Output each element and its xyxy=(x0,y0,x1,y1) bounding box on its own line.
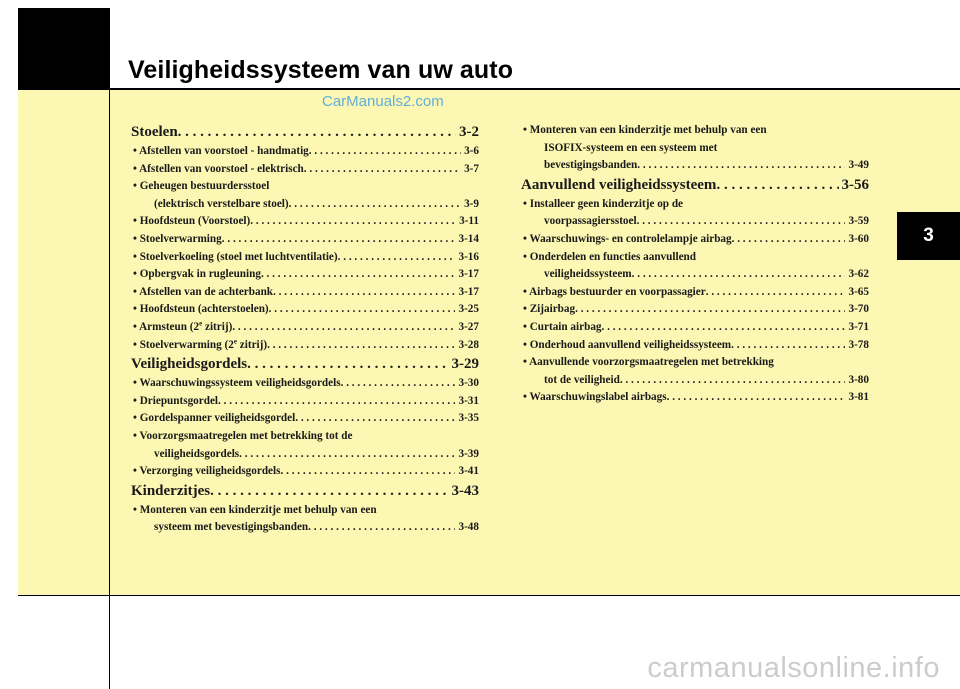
toc-section-aanvullend-veiligheidssysteem[interactable] xyxy=(521,175,869,196)
toc-item-line1[interactable]: • Aanvullende voorzorgsmaatregelen met betrekking xyxy=(523,356,774,369)
toc-section-stoelen[interactable] xyxy=(131,122,479,143)
item-label: veiligheidsgordels xyxy=(154,447,240,460)
page-number: 3-9 xyxy=(464,197,479,210)
page-number: 3-17 xyxy=(458,285,479,298)
page-number: 3-16 xyxy=(458,250,479,263)
toc-item[interactable] xyxy=(521,337,869,355)
toc-item-line1[interactable]: • Monteren van een kinderzitje met behulp van een xyxy=(133,503,377,516)
page-number: 3-78 xyxy=(848,338,869,351)
item-label: • Armsteun (2e zitrij) xyxy=(133,319,233,333)
toc-item[interactable] xyxy=(521,284,869,302)
left-margin-line-bottom xyxy=(109,595,110,689)
item-label: • Gordelspanner veiligheidsgordel xyxy=(133,412,296,425)
toc-item-cont[interactable] xyxy=(521,157,869,175)
page-number: 3-81 xyxy=(848,391,869,404)
toc-section-veiligheidsgordels[interactable] xyxy=(131,354,479,375)
item-label: voorpassagiersstoel xyxy=(544,215,637,228)
item-label: veiligheidssysteem xyxy=(544,268,632,281)
page-number: 3-62 xyxy=(848,268,869,281)
page-title: Veiligheidssysteem van uw auto xyxy=(128,56,514,84)
toc-item-line1[interactable]: • Installeer geen kinderzitje op de xyxy=(523,197,684,210)
toc-item-cont[interactable] xyxy=(521,213,869,231)
toc-item[interactable] xyxy=(521,319,869,337)
item-label: • Zijairbag xyxy=(523,303,576,316)
toc-item[interactable] xyxy=(131,266,479,284)
toc-item-cont[interactable] xyxy=(521,266,869,284)
toc-item-line2[interactable]: ISOFIX-systeem en een systeem met xyxy=(544,141,718,154)
toc-item-cont[interactable] xyxy=(131,196,479,214)
item-label: bevestigingsbanden xyxy=(544,159,638,172)
toc-item[interactable] xyxy=(521,301,869,319)
toc-item[interactable] xyxy=(131,161,479,179)
toc-item[interactable] xyxy=(131,393,479,411)
page-number: 3-29 xyxy=(451,356,479,373)
page-number: 3-2 xyxy=(459,124,479,140)
toc-item[interactable] xyxy=(131,284,479,302)
item-label: • Stoelverwarming xyxy=(133,232,222,245)
page-number: 3-11 xyxy=(459,215,479,228)
item-label: • Onderhoud aanvullend veiligheidssysteem xyxy=(523,338,732,351)
top-watermark: CarManuals2.com xyxy=(322,93,444,110)
item-label: • Waarschuwingssysteem veiligheidsgordels xyxy=(133,377,341,390)
page-number: 3-30 xyxy=(458,377,479,390)
page-number: 3-56 xyxy=(841,176,869,193)
toc-item[interactable] xyxy=(521,389,869,407)
item-label: • Afstellen van voorstoel - elektrisch xyxy=(133,162,304,175)
page-number: 3-43 xyxy=(451,482,479,499)
item-label: (elektrisch verstelbare stoel) xyxy=(154,197,289,210)
page-number: 3-14 xyxy=(458,232,479,245)
toc-item-cont[interactable] xyxy=(521,372,869,390)
item-label: • Waarschuwings- en controlelampje airbag xyxy=(523,232,732,245)
toc-item[interactable] xyxy=(131,410,479,428)
item-label: tot de veiligheid xyxy=(544,373,620,386)
toc-item-line1[interactable]: • Geheugen bestuurdersstoel xyxy=(133,180,270,193)
item-label: • Afstellen van voorstoel - handmatig xyxy=(133,145,309,157)
item-label: • Stoelverkoeling (stoel met luchtventilatie) xyxy=(133,250,338,263)
toc-item[interactable] xyxy=(131,463,479,481)
item-label: • Hoofdsteun (achterstoelen) xyxy=(133,303,269,316)
page-number: 3-7 xyxy=(464,162,479,175)
toc-item-line1[interactable]: • Onderdelen en functies aanvullend xyxy=(523,250,696,263)
page-number: 3-80 xyxy=(848,373,869,386)
item-label: • Afstellen van de achterbank xyxy=(133,285,274,298)
toc-item[interactable] xyxy=(131,319,479,337)
chapter-tab: 3 xyxy=(897,212,960,260)
section-title: Kinderzitjes xyxy=(131,482,211,499)
toc-item-cont[interactable] xyxy=(131,519,479,537)
toc-right-column xyxy=(521,122,869,407)
page-number: 3-31 xyxy=(458,394,479,407)
toc-left-column xyxy=(131,122,479,537)
page-number: 3-41 xyxy=(458,465,479,478)
item-label: • Opbergvak in rugleuning xyxy=(133,268,261,281)
section-title: Stoelen xyxy=(131,124,178,140)
section-title: Aanvullend veiligheidssysteem xyxy=(521,176,717,193)
toc-item[interactable] xyxy=(131,301,479,319)
section-title: Veiligheidsgordels xyxy=(131,356,248,373)
item-label: systeem met bevestigingsbanden xyxy=(154,521,309,534)
bottom-rule xyxy=(18,595,960,596)
page-number: 3-59 xyxy=(848,215,869,228)
toc-item-cont[interactable] xyxy=(131,446,479,464)
page-number: 3-48 xyxy=(458,521,479,534)
page-number: 3-6 xyxy=(464,145,479,157)
page-number: 3-65 xyxy=(848,285,869,298)
page-number: 3-28 xyxy=(458,338,479,351)
corner-black-block xyxy=(18,8,110,89)
toc-item[interactable] xyxy=(131,375,479,393)
page-number: 3-25 xyxy=(458,303,479,316)
page-number: 3-60 xyxy=(848,232,869,245)
item-label: • Driepuntsgordel xyxy=(133,394,219,407)
toc-section-kinderzitjes[interactable] xyxy=(131,481,479,502)
item-label: • Curtain airbag xyxy=(523,320,602,333)
page-number: 3-39 xyxy=(458,447,479,460)
toc-item[interactable] xyxy=(131,249,479,267)
left-margin-line xyxy=(109,90,110,595)
page-number: 3-27 xyxy=(458,320,479,333)
page-number: 3-70 xyxy=(848,303,869,316)
page-number: 3-49 xyxy=(848,159,869,172)
item-label: • Stoelverwarming (2e zitrij) xyxy=(133,336,268,351)
item-label: • Verzorging veiligheidsgordels xyxy=(133,465,281,478)
toc-item-line1[interactable]: • Monteren van een kinderzitje met behulp van een xyxy=(523,124,767,136)
page-number: 3-35 xyxy=(458,412,479,425)
item-label: • Hoofdsteun (Voorstoel) xyxy=(133,215,251,228)
toc-item-line1[interactable]: • Voorzorgsmaatregelen met betrekking tot de xyxy=(133,429,353,442)
item-label: • Airbags bestuurder en voorpassagier xyxy=(523,285,706,298)
item-label: • Waarschuwingslabel airbags xyxy=(523,391,667,404)
page-number: 3-71 xyxy=(848,320,869,333)
toc-item[interactable] xyxy=(131,143,479,161)
bottom-watermark: carmanualsonline.info xyxy=(647,652,940,684)
toc-item[interactable] xyxy=(131,213,479,231)
page-number: 3-17 xyxy=(458,268,479,281)
toc-item[interactable] xyxy=(521,231,869,249)
toc-item[interactable] xyxy=(131,337,479,355)
toc-item[interactable] xyxy=(131,231,479,249)
